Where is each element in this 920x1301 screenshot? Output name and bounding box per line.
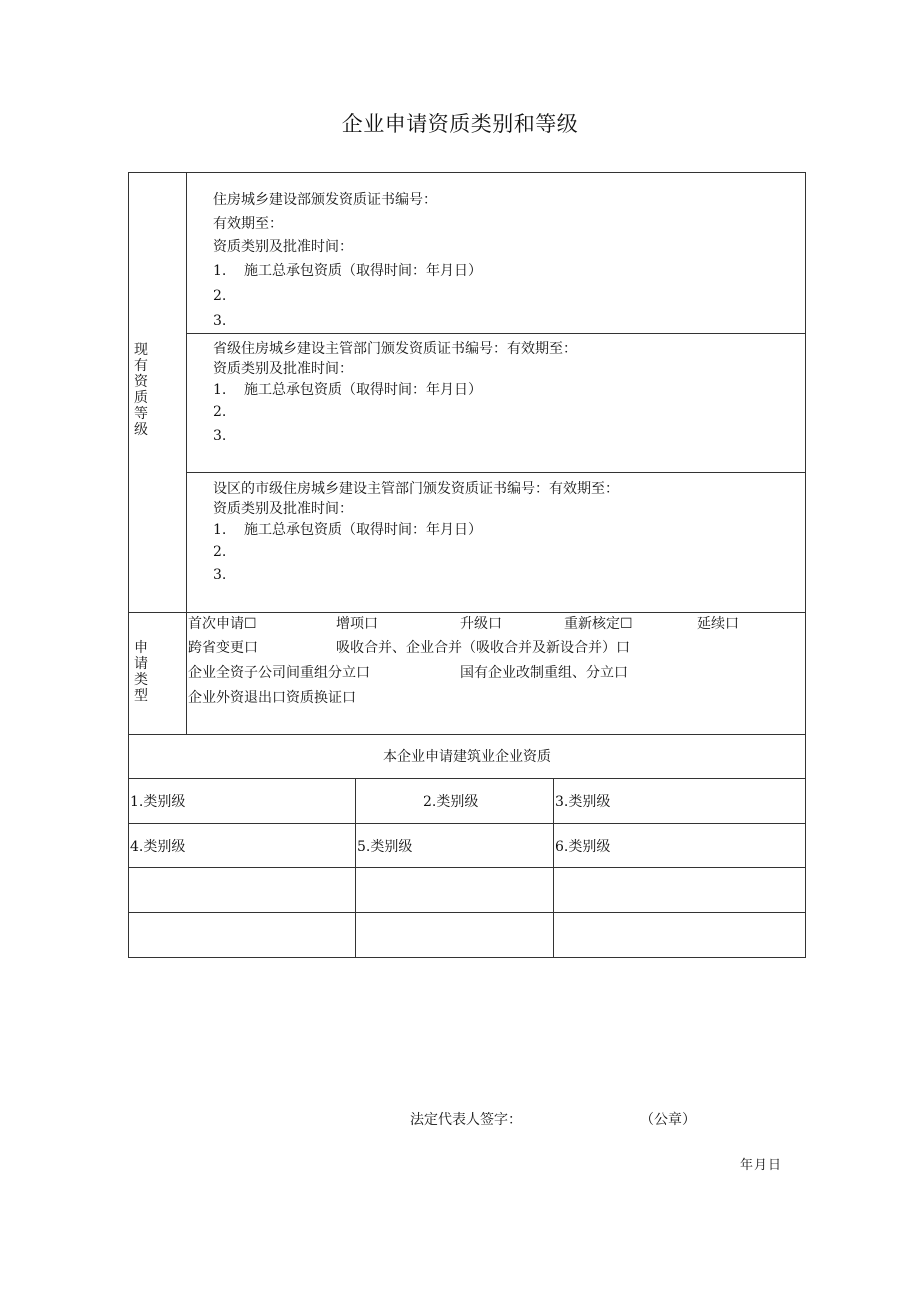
option-reapprove[interactable]: 重新核定☐ bbox=[564, 616, 633, 632]
option-soe-restructure[interactable]: 国有企业改制重组、分立口 bbox=[460, 665, 628, 681]
city-cert-number: 设区的市级住房城乡建设主管部门颁发资质证书编号：有效期至： bbox=[213, 481, 619, 497]
option-renewal[interactable]: 延续口 bbox=[697, 616, 739, 632]
requested-cell-6: 6.类别级 bbox=[555, 839, 611, 855]
province-item-2: 2. bbox=[213, 404, 227, 420]
existing-qualification-label: 现有资质等级 bbox=[134, 342, 148, 438]
option-cross-province-change[interactable]: 跨省变更口 bbox=[188, 640, 258, 656]
requested-cell-4: 4.类别级 bbox=[130, 839, 186, 855]
province-cert-number: 省级住房城乡建设主管部门颁发资质证书编号：有效期至： bbox=[213, 341, 577, 357]
ministry-valid-until: 有效期至： bbox=[213, 216, 283, 232]
divider-header bbox=[128, 778, 806, 779]
ministry-item-3: 3. bbox=[213, 313, 227, 329]
province-category: 资质类别及批准时间： bbox=[213, 361, 353, 377]
page-title: 企业申请资质类别和等级 bbox=[341, 112, 579, 136]
divider-existing bbox=[128, 612, 806, 613]
legal-rep-signature-label: 法定代表人签字： bbox=[410, 1112, 522, 1128]
ministry-item-2: 2. bbox=[213, 288, 227, 304]
option-foreign-exit[interactable]: 企业外资退出口资质换证口 bbox=[188, 690, 356, 706]
province-item-1: 1. 施工总承包资质（取得时间：年月日） bbox=[213, 382, 482, 398]
city-category: 资质类别及批准时间： bbox=[213, 501, 353, 517]
ministry-category: 资质类别及批准时间： bbox=[213, 239, 353, 255]
label-column-divider bbox=[186, 172, 187, 734]
divider-ministry bbox=[186, 333, 806, 334]
application-type-label: 申请类型 bbox=[134, 640, 148, 704]
city-item-2: 2. bbox=[213, 544, 227, 560]
divider-type bbox=[128, 734, 806, 735]
ministry-cert-number: 住房城乡建设部颁发资质证书编号： bbox=[213, 192, 437, 208]
divider-row2 bbox=[128, 867, 806, 868]
requested-cell-1: 1.类别级 bbox=[130, 794, 186, 810]
date-label: 年月日 bbox=[740, 1158, 783, 1173]
requested-cell-5: 5.类别级 bbox=[357, 839, 413, 855]
province-item-3: 3. bbox=[213, 428, 227, 444]
option-first-application[interactable]: 首次申请☐ bbox=[188, 616, 257, 632]
option-subsidiary-restructure[interactable]: 企业全资子公司间重组分立口 bbox=[188, 665, 370, 681]
grid-col-divider-1 bbox=[355, 778, 356, 958]
divider-row1 bbox=[128, 823, 806, 824]
option-upgrade[interactable]: 升级口 bbox=[460, 616, 502, 632]
city-item-3: 3. bbox=[213, 567, 227, 583]
requested-header: 本企业申请建筑业企业资质 bbox=[383, 749, 551, 765]
option-add-item[interactable]: 增项口 bbox=[336, 616, 378, 632]
requested-cell-2: 2.类别级 bbox=[423, 794, 479, 810]
grid-col-divider-2 bbox=[553, 778, 554, 958]
divider-row3 bbox=[128, 912, 806, 913]
divider-province bbox=[186, 472, 806, 473]
city-item-1: 1. 施工总承包资质（取得时间：年月日） bbox=[213, 522, 482, 538]
official-seal-label: （公章） bbox=[640, 1112, 696, 1128]
requested-cell-3: 3.类别级 bbox=[555, 794, 611, 810]
ministry-item-1: 1. 施工总承包资质（取得时间：年月日） bbox=[213, 263, 482, 279]
option-merger[interactable]: 吸收合并、企业合并（吸收合并及新设合并）口 bbox=[336, 640, 630, 656]
